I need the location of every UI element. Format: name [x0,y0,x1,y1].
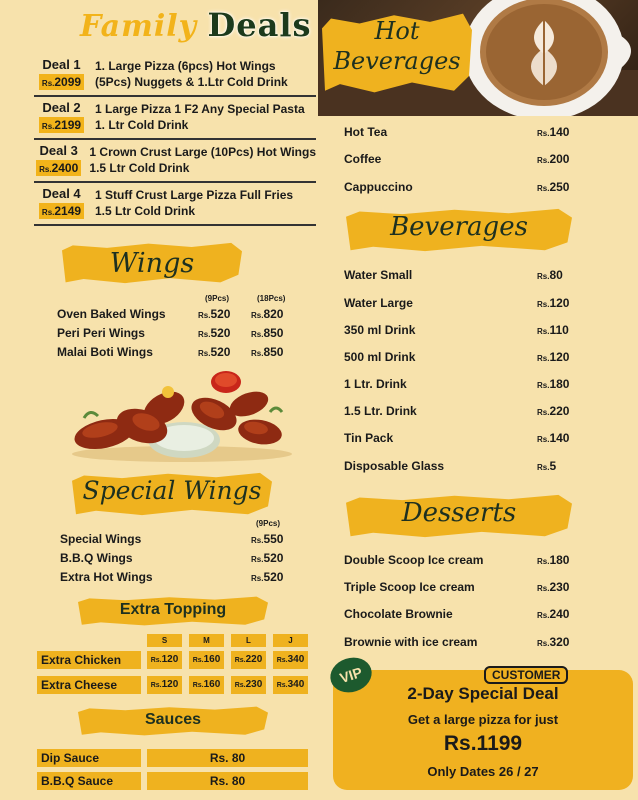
dessert-price: Rs.180 [537,553,570,567]
topping-price: Rs.340 [273,676,308,694]
special-wings-item-price: Rs.520 [251,570,284,584]
beverage-price: Rs.110 [537,323,569,337]
special-wings-title: Special Wings [82,476,262,505]
size-header: S [147,634,182,647]
customer-tag: CUSTOMER [484,666,568,684]
beverage-price: Rs.120 [537,296,570,310]
special-wings-item-price: Rs.550 [251,532,284,546]
dessert-price: Rs.320 [537,635,570,649]
wings-food-image [64,368,292,464]
deal-price: Rs.2199 [39,117,84,133]
size-header: J [273,634,308,647]
beverage-price: Rs.220 [537,404,570,418]
special-wings-item-name: B.B.Q Wings [60,551,133,565]
promo-subtitle: Get a large pizza for just [407,712,559,727]
wings-item-price: Rs.520 [198,307,231,321]
hot-beverages-title [322,16,472,76]
beverage-price: Rs.5 [537,459,557,473]
special-wings-item-name: Extra Hot Wings [60,570,153,584]
dessert-price: Rs.230 [537,580,570,594]
topping-name: Extra Cheese [37,676,141,694]
topping-price: Rs.120 [147,651,182,669]
beverage-name: Water Large [344,296,413,310]
extra-topping-title: Extra Topping [119,601,227,618]
wings-col-header: (9Pcs) [205,294,230,303]
special-wings-item-price: Rs.520 [251,551,284,565]
promo-title: 2-Day Special Deal [407,684,559,703]
deal-line: (5Pcs) Nuggets & 1.Ltr Cold Drink [95,75,288,89]
deal-name: Deal 3 [39,143,78,158]
deal-row [34,54,316,97]
size-header: L [231,634,266,647]
deal-line: 1.5 Ltr Cold Drink [95,204,196,218]
wings-item-price: Rs.520 [198,345,231,359]
deal-line: 1 Crown Crust Large (10Pcs) Hot Wings [89,145,316,159]
hot-beverage-name: Hot Tea [344,125,388,139]
special-wings-col-header: (9Pcs) [256,519,281,528]
hot-beverages-title-line1: Hot [374,17,420,45]
beverage-name: Tin Pack [344,431,394,445]
beverage-price: Rs.80 [537,268,563,282]
wings-item-name: Peri Peri Wings [57,326,145,340]
deal-row [34,97,316,140]
dessert-name: Chocolate Brownie [344,607,453,621]
family-deals-title [80,6,312,45]
size-header: M [189,634,224,647]
hot-beverage-price: Rs.140 [537,125,570,139]
topping-price: Rs.220 [231,651,266,669]
special-wings-item-name: Special Wings [60,532,142,546]
beverage-name: 350 ml Drink [344,323,416,337]
deal-line: 1 Large Pizza 1 F2 Any Special Pasta [95,102,305,116]
wings-item-name: Oven Baked Wings [57,307,166,321]
sauce-name: B.B.Q Sauce [37,772,141,790]
beverage-price: Rs.180 [537,377,570,391]
wings-item-name: Malai Boti Wings [57,345,153,359]
topping-price: Rs.160 [189,676,224,694]
beverage-price: Rs.140 [537,431,570,445]
deal-line: 1. Ltr Cold Drink [95,118,189,132]
deal-line: 1. Large Pizza (6pcs) Hot Wings [95,59,276,73]
beverage-name: 1 Ltr. Drink [344,377,407,391]
hot-beverage-price: Rs.200 [537,152,570,166]
wings-item-price: Rs.850 [251,326,284,340]
sauce-price: Rs. 80 [147,772,308,790]
dessert-name: Double Scoop Ice cream [344,553,484,567]
wings-col-header: (18Pcs) [257,294,286,303]
deal-row [34,183,316,226]
promo-price: Rs.1199 [443,732,523,755]
topping-price: Rs.160 [189,651,224,669]
family-deals-title-word1: Family [80,9,198,44]
family-deals-list [34,54,316,226]
beverage-name: Water Small [344,268,413,282]
beverage-name: Disposable Glass [344,459,445,473]
deal-price: Rs.2400 [36,160,81,176]
topping-price: Rs.230 [231,676,266,694]
wings-item-price: Rs.520 [198,326,231,340]
promo-dates: Only Dates 26 / 27 [427,764,539,779]
deal-price: Rs.2099 [39,74,84,90]
sauces-title: Sauces [144,711,202,728]
beverage-name: 500 ml Drink [344,350,416,364]
dessert-name: Brownie with ice cream [344,635,478,649]
deal-line: 1 Stuff Crust Large Pizza Full Fries [95,188,294,202]
hot-beverages-title-line2: Beverages [333,47,461,75]
deal-name: Deal 1 [42,57,81,72]
topping-price: Rs.340 [273,651,308,669]
deal-name: Deal 2 [42,100,81,115]
desserts-title: Desserts [401,498,517,528]
hot-beverage-name: Coffee [344,152,382,166]
wings-item-price: Rs.820 [251,307,284,321]
deal-name: Deal 4 [42,186,81,201]
hot-beverage-name: Cappuccino [344,180,413,194]
sauce-price: Rs. 80 [147,749,308,767]
topping-name: Extra Chicken [37,651,141,669]
wings-title: Wings [109,248,195,279]
family-deals-title-word2: Deals [207,6,312,44]
beverage-name: 1.5 Ltr. Drink [344,404,417,418]
beverages-title: Beverages [390,212,528,242]
sauce-name: Dip Sauce [37,749,141,767]
dessert-price: Rs.240 [537,607,570,621]
beverage-price: Rs.120 [537,350,570,364]
deal-line: 1.5 Ltr Cold Drink [89,161,190,175]
deal-row [34,140,316,183]
hot-beverage-price: Rs.250 [537,180,570,194]
topping-price: Rs.120 [147,676,182,694]
deal-price: Rs.2149 [39,203,84,219]
dessert-name: Triple Scoop Ice cream [344,580,475,594]
wings-item-price: Rs.850 [251,345,284,359]
vip-badge: VIP [326,652,376,697]
